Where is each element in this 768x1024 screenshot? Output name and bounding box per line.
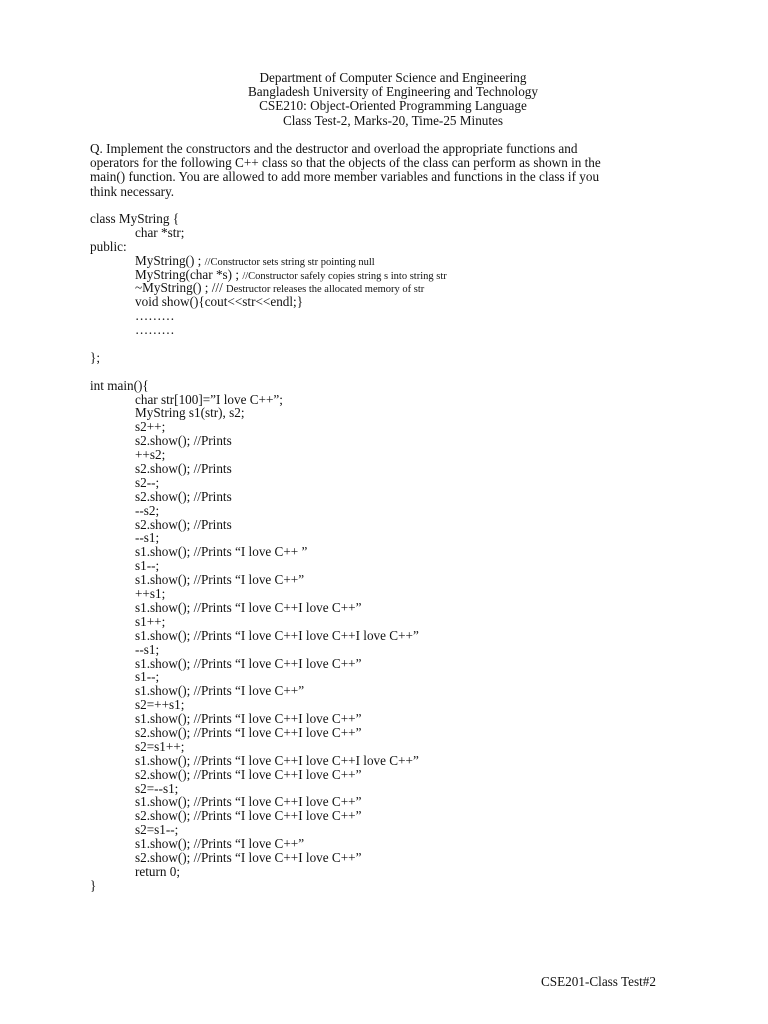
destructor: ~MyString() ; /// xyxy=(135,280,227,296)
main-code-line: s2--; xyxy=(135,474,160,490)
code-block xyxy=(90,212,710,893)
question-line: main() function. You are allowed to add more member variables and functions in the class if you xyxy=(90,169,600,185)
main-code-line: s2.show(); //Prints xyxy=(135,488,232,504)
blank-line xyxy=(90,337,710,351)
question-line: Q. Implement the constructors and the destructor and overload the appropriate functions and xyxy=(90,141,578,156)
question-line: think necessary. xyxy=(90,183,175,199)
class-declaration: class MyString { xyxy=(90,211,180,226)
main-code-line: ++s1; xyxy=(135,586,166,602)
main-code-line: s1.show(); //Prints “I love C++I love C++” xyxy=(135,599,362,615)
show-method: void show(){cout<<str<<endl;} xyxy=(135,294,304,310)
main-code-line: s1.show(); //Prints “I love C++” xyxy=(135,836,305,852)
main-code-line: char str[100]=”I love C++”; xyxy=(135,391,283,407)
main-code-line: s1.show(); //Prints “I love C++I love C++” xyxy=(135,711,362,727)
header-test-info: Class Test-2, Marks-20, Time-25 Minutes xyxy=(282,112,504,128)
main-code-line: s1.show(); //Prints “I love C++” xyxy=(135,572,305,588)
main-code-line: s2=++s1; xyxy=(135,697,185,713)
main-code-line: ++s2; xyxy=(135,447,166,463)
ellipsis-line: ……… xyxy=(135,322,175,338)
main-code-line: s1.show(); //Prints “I love C++I love C++I love C++” xyxy=(135,752,419,768)
main-code-line: return 0; xyxy=(135,863,181,879)
main-code-line: s2=--s1; xyxy=(135,780,179,796)
main-body xyxy=(90,393,710,879)
main-code-line: s2.show(); //Prints “I love C++I love C++” xyxy=(135,766,362,782)
main-code-line: --s2; xyxy=(135,502,160,518)
header-course: CSE210: Object-Oriented Programming Language xyxy=(259,98,527,114)
param-constructor: MyString(char *s) ; xyxy=(135,266,243,282)
param-constructor-line xyxy=(90,268,710,282)
main-code-line: s1.show(); //Prints “I love C++I love C++” xyxy=(135,655,362,671)
class-close: }; xyxy=(90,349,100,365)
param-constructor-comment: //Constructor safely copies string s into string str xyxy=(242,270,447,282)
default-constructor: MyString() ; xyxy=(135,252,205,268)
header-university: Bangladesh University of Engineering and Technology xyxy=(248,84,538,100)
main-open: int main(){ xyxy=(90,377,149,393)
public-label: public: xyxy=(90,238,127,254)
main-code-line: s2.show(); //Prints “I love C++I love C++” xyxy=(135,849,362,865)
main-code-line: --s1; xyxy=(135,641,160,657)
main-code-line: s2.show(); //Prints “I love C++I love C++” xyxy=(135,724,362,740)
main-code-line: --s1; xyxy=(135,530,160,546)
default-constructor-line xyxy=(90,254,710,268)
destructor-line xyxy=(90,281,710,295)
default-constructor-comment: //Constructor sets string str pointing null xyxy=(204,256,375,268)
main-code-line: s2=s1--; xyxy=(135,822,179,838)
document-header xyxy=(0,71,768,128)
main-code-line: s1.show(); //Prints “I love C++I love C++” xyxy=(135,794,362,810)
main-code-line: s2.show(); //Prints xyxy=(135,516,232,532)
class-member-str: char *str; xyxy=(135,224,185,240)
ellipsis-line: ……… xyxy=(135,308,175,324)
main-close: } xyxy=(90,877,97,893)
destructor-comment: Destructor releases the allocated memory of str xyxy=(226,284,425,296)
main-code-line: s2=s1++; xyxy=(135,738,185,754)
main-code-line: MyString s1(str), s2; xyxy=(135,405,245,421)
main-code-line: s2.show(); //Prints “I love C++I love C++” xyxy=(135,808,362,824)
main-code-line: s1.show(); //Prints “I love C++I love C++I love C++” xyxy=(135,627,419,643)
main-code-line: s2.show(); //Prints xyxy=(135,433,232,449)
question-text xyxy=(90,142,690,199)
main-code-line: s2.show(); //Prints xyxy=(135,461,232,477)
main-code-line: s1--; xyxy=(135,558,160,574)
question-line: operators for the following C++ class so that the objects of the class can perform as shown in the xyxy=(90,155,601,171)
main-code-line: s2++; xyxy=(135,419,166,435)
main-code-line: s1.show(); //Prints “I love C++” xyxy=(135,683,305,699)
main-code-line: s1++; xyxy=(135,613,166,629)
main-code-line: s1--; xyxy=(135,669,160,685)
footer-label: CSE201-Class Test#2 xyxy=(541,974,656,989)
header-department: Department of Computer Science and Engineering xyxy=(259,70,527,85)
blank-line xyxy=(90,365,710,379)
main-code-line: s1.show(); //Prints “I love C++ ” xyxy=(135,544,308,560)
